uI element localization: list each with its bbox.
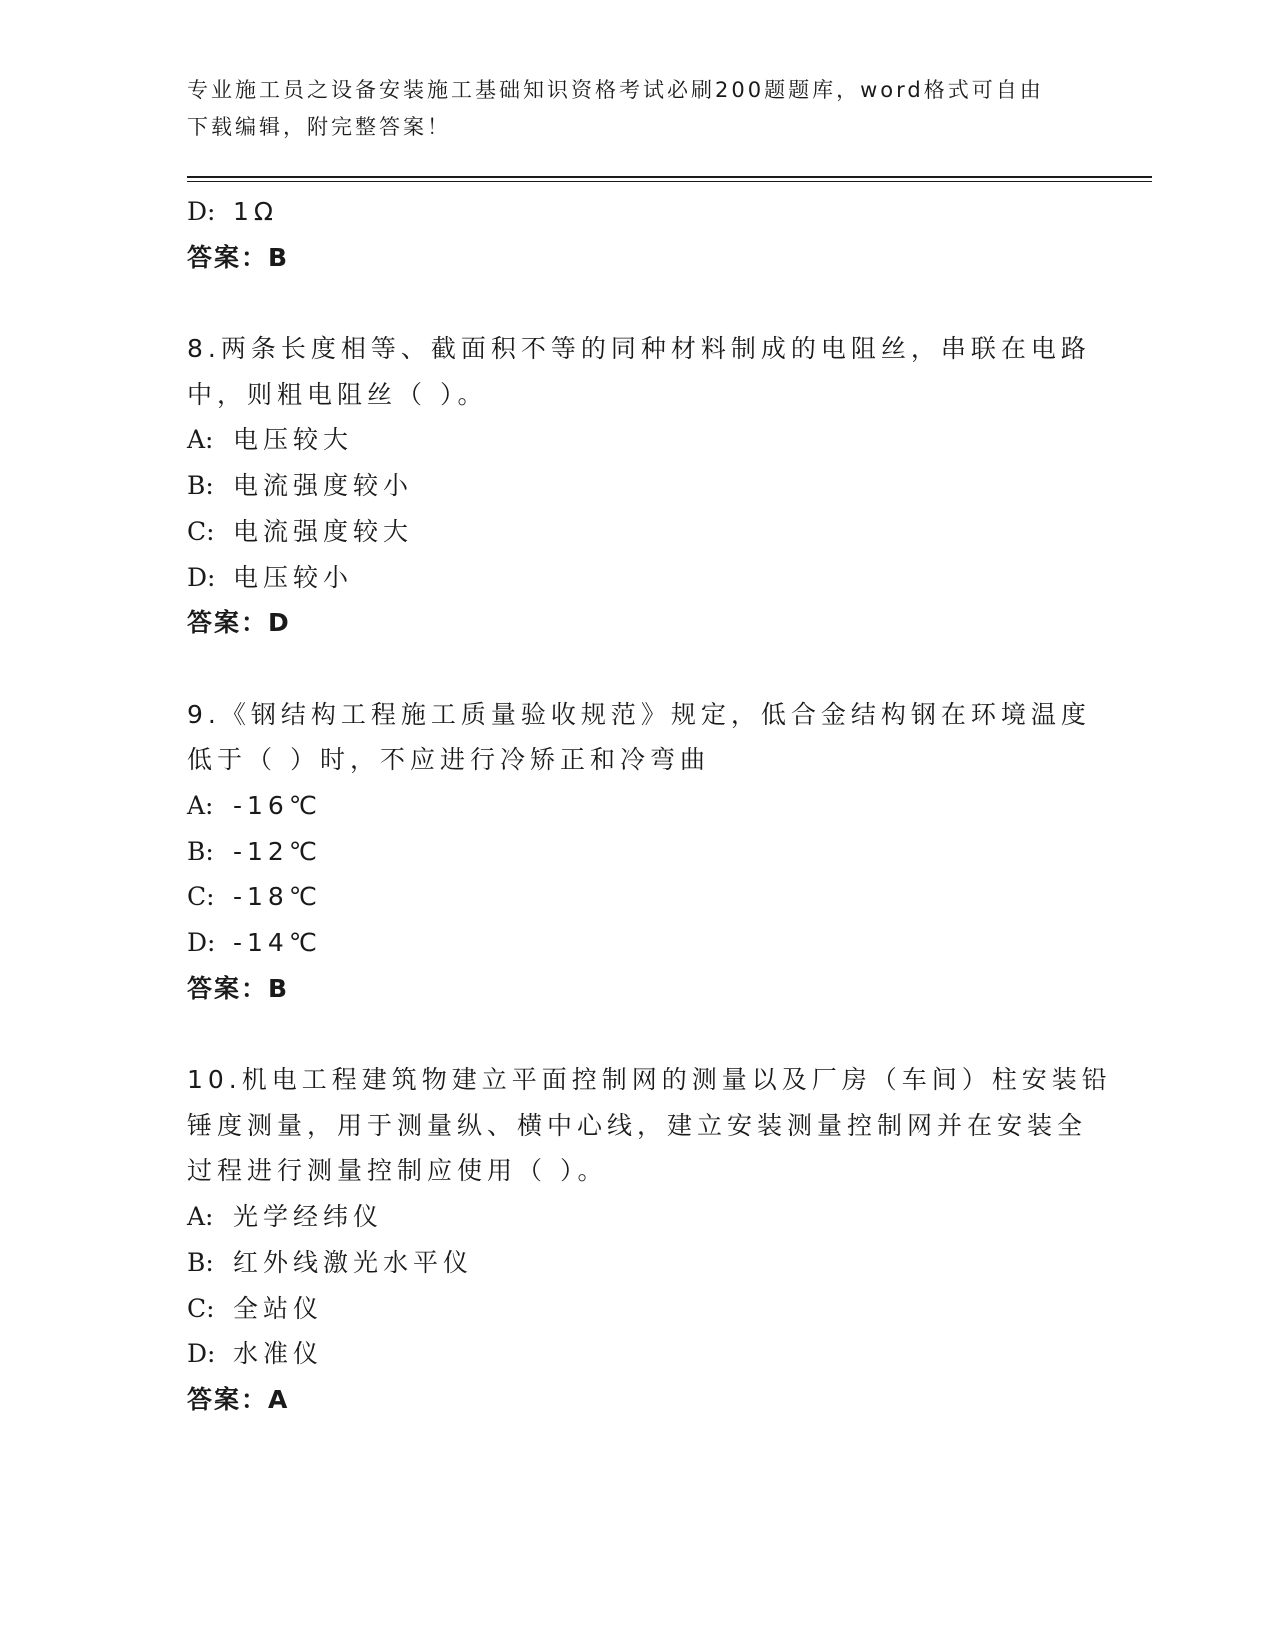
option-text: -18℃ [233,882,322,912]
question-text-line: 8.两条长度相等、截面积不等的同种材料制成的电阻丝，串联在电路 [187,334,1091,364]
option-a [187,783,1087,829]
option-label: D: [187,197,216,226]
option-text: 电流强度较大 [233,516,414,546]
question-text-line: 低于（ ）时，不应进行冷矫正和冷弯曲 [187,745,710,775]
question-10 [187,1057,1112,1423]
header-divider-thin [187,181,1152,182]
option-text: 光学经纬仪 [233,1202,384,1232]
question-list [187,189,1112,1423]
question-8 [187,326,1091,646]
option-text: 电流强度较小 [233,471,414,501]
option-d [187,555,1087,601]
option-label: A: [187,1202,214,1232]
question-text-line: 中，则粗电阻丝（ ）。 [187,379,488,409]
spacer [187,280,1087,326]
option-b [187,829,1087,875]
option-text: 1Ω [233,197,279,226]
answer-line: 答案：B [187,242,290,272]
option-label: D: [187,562,216,592]
spacer [187,646,1087,692]
option-text: 红外线激光水平仪 [233,1247,474,1277]
option-label: B: [187,1247,214,1277]
option-label: B: [187,836,214,866]
option-label: A: [187,790,214,820]
option-label: C: [187,882,215,912]
answer-line: 答案：D [187,608,291,638]
option-label: B: [187,471,214,501]
header-line-1: 专业施工员之设备安装施工基础知识资格考试必刷200题题库，word格式可自由 [187,78,1044,102]
option-text: 全站仪 [233,1293,324,1323]
option-text: -12℃ [233,836,322,866]
option-a [187,417,1087,463]
option-label: C: [187,516,215,546]
question-text-line: 锤度测量，用于测量纵、横中心线，建立安装测量控制网并在安装全 [187,1110,1088,1140]
document-header [187,72,1087,146]
option-c [187,874,1087,920]
answer-line: 答案：A [187,1384,290,1414]
option-c [187,509,1087,555]
option-b [187,1240,1087,1286]
header-divider-thick [187,176,1152,178]
question-9 [187,692,1091,1012]
option-label: D: [187,928,216,957]
option-a [187,1194,1087,1240]
option-text: 电压较大 [233,425,354,455]
option-d [187,189,1087,235]
option-d [187,920,1087,966]
option-text: 电压较小 [233,562,354,592]
option-text: -16℃ [233,790,322,820]
answer-line: 答案：B [187,973,290,1003]
header-line-2: 下载编辑，附完整答案！ [187,115,451,139]
question-text-line: 9.《钢结构工程施工质量验收规范》规定，低合金结构钢在环境温度 [187,699,1091,729]
option-label: D: [187,1339,216,1369]
question-text-line: 10.机电工程建筑物建立平面控制网的测量以及厂房（车间）柱安装铅 [187,1065,1112,1095]
option-b [187,463,1087,509]
option-c [187,1286,1087,1332]
spacer [187,1011,1087,1057]
option-text: -14℃ [233,928,322,957]
option-d [187,1331,1087,1377]
question-text-line: 过程进行测量控制应使用（ ）。 [187,1156,608,1186]
option-label: A: [187,425,214,455]
option-text: 水准仪 [233,1339,324,1369]
option-label: C: [187,1293,215,1323]
